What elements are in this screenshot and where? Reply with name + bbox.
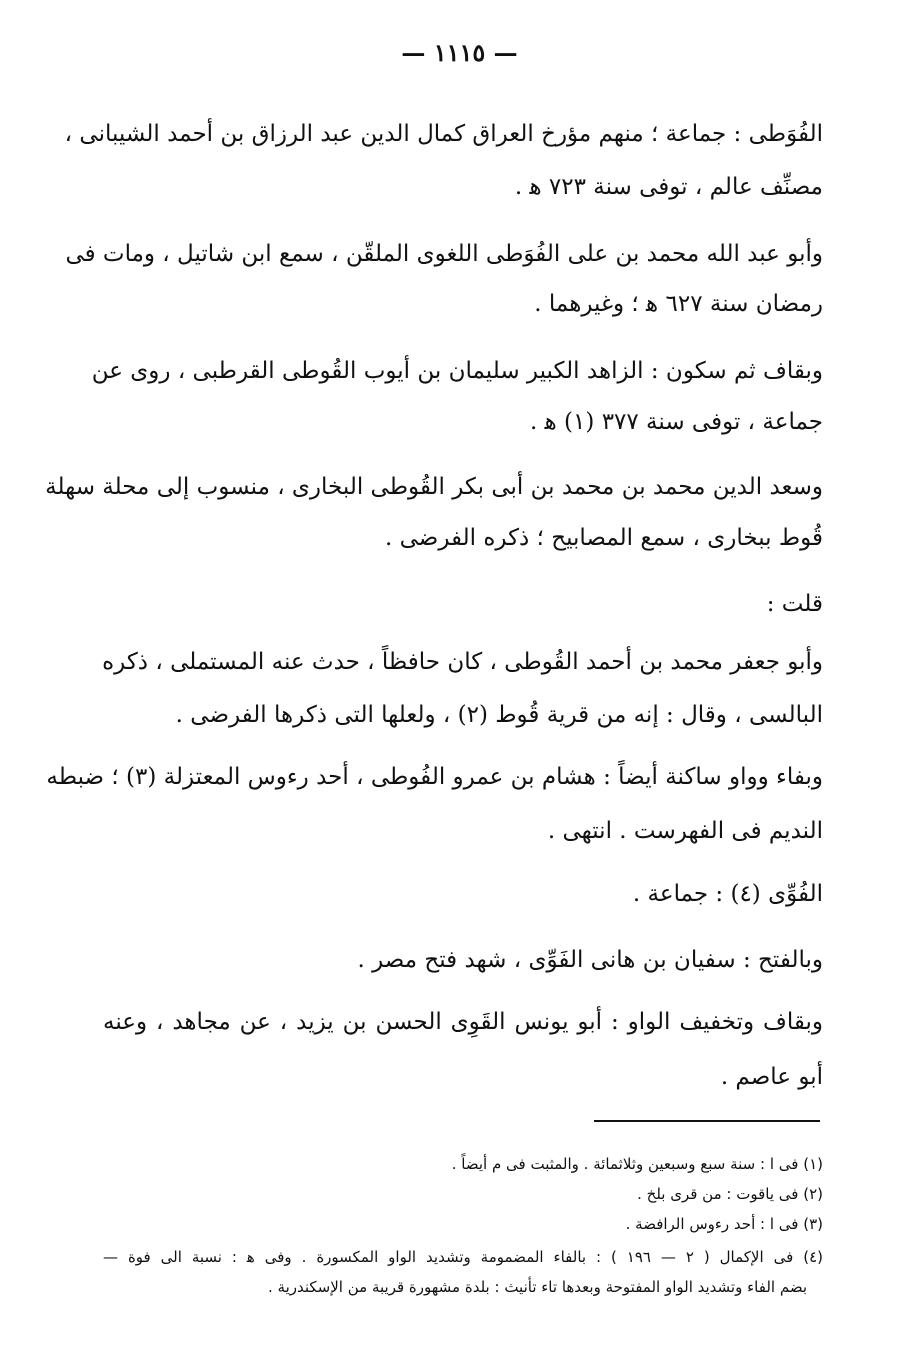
body-line: وبفاء وواو ساكنة أيضاً : هشام بن عمرو الفُوطى ، أحد رءوس المعتزلة (٣) ؛ ضبطه <box>46 764 823 790</box>
body-line: وسعد الدين محمد بن محمد بن أبى بكر القُوطى البخارى ، منسوب إلى محلة سهلة <box>45 474 823 500</box>
footnote-separator <box>594 1120 820 1122</box>
body-line: مصنِّف عالم ، توفى سنة ٧٢٣ ﻫ . <box>514 174 823 200</box>
body-line: الفُوَطى : جماعة ؛ منهم مؤرخ العراق كمال الدين عبد الرزاق بن أحمد الشيبانى ، <box>64 121 823 147</box>
body-line: قلت : <box>766 591 823 617</box>
body-line: وبقاف وتخفيف الواو : أبو يونس القَوِى الحسن بن يزيد ، عن مجاهد ، وعنه <box>103 1009 823 1035</box>
footnote: (٣) فى ا : أحد رءوس الرافضة . <box>625 1215 823 1233</box>
body-line: أبو عاصم . <box>720 1064 823 1090</box>
body-line: الفُوِّى (٤) : جماعة . <box>632 881 823 907</box>
footnote: (١) فى ا : سنة سبع وسبعين وثلاثمائة . والمثبت فى م أيضاً . <box>451 1155 823 1173</box>
body-line: البالسى ، وقال : إنه من قرية قُوط (٢) ، ولعلها التى ذكرها الفرضى . <box>175 702 823 728</box>
page-number: — ١١١٥ — <box>401 38 518 67</box>
body-line: قُوط ببخارى ، سمع المصابيح ؛ ذكره الفرضى . <box>385 525 823 551</box>
footnote: (٤) فى الإكمال ( ٢ — ١٩٦ ) : بالفاء المضمومة وتشديد الواو المكسورة . وفى ﻫ : نسبة الى فوة — <box>103 1248 823 1266</box>
footnote-continuation: بضم الفاء وتشديد الواو المفتوحة وبعدها تاء تأنيث : بلدة مشهورة قريبة من الإسكندرية . <box>267 1278 807 1296</box>
body-line: وأبو عبد الله محمد بن على الفُوَطى اللغوى الملقّن ، سمع ابن شاتيل ، ومات فى <box>65 241 823 267</box>
body-line: وبقاف ثم سكون : الزاهد الكبير سليمان بن أيوب القُوطى القرطبى ، روى عن <box>91 358 823 384</box>
body-line: جماعة ، توفى سنة ٣٧٧ (١) ﻫ . <box>529 409 823 435</box>
body-line: وبالفتح : سفيان بن هانى الفَوِّى ، شهد فتح مصر . <box>357 947 823 973</box>
body-line: رمضان سنة ٦٢٧ ﻫ ؛ وغيرهما . <box>534 291 823 317</box>
body-line: النديم فى الفهرست . انتهى . <box>547 818 823 844</box>
body-line: وأبو جعفر محمد بن أحمد القُوطى ، كان حافظاً ، حدث عنه المستملى ، ذكره <box>102 649 823 675</box>
footnote: (٢) فى ياقوت : من قرى بلخ . <box>637 1185 823 1203</box>
